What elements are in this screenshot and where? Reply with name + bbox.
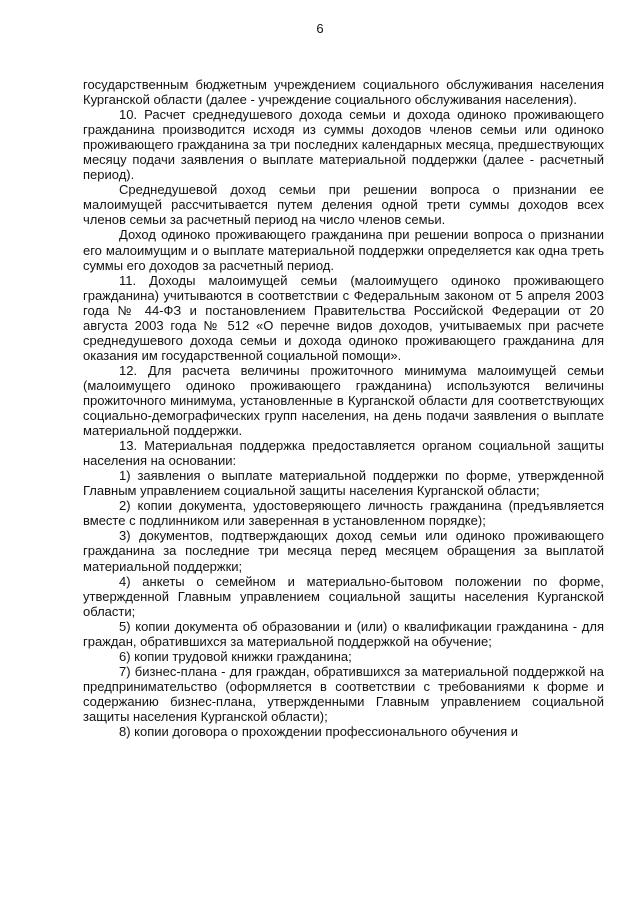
list-item-1: 1) заявления о выплате материальной поддержки по форме, утвержденной Главным управлением социальной защиты населения Курганской области; — [83, 468, 604, 499]
list-item-4: 4) анкеты о семейном и материально-бытовом положении по форме, утвержденной Главным управлением социальной защиты населения Курганской области; — [83, 573, 604, 619]
list-item-3: 3) документов, подтверждающих доход семьи или одиноко проживающего гражданина за последние три месяца перед месяцем обращения за выплатой материальной поддержки; — [83, 528, 604, 574]
paragraph-item-10: 10. Расчет среднедушевого дохода семьи и дохода одиноко проживающего гражданина производится исходя из суммы доходов членов семьи или одиноко проживающего гражданина за три последних календарных месяца, предшествующих месяцу подачи заявления о выплате материальной поддержки (далее - расчетный период). — [83, 107, 604, 183]
list-item-2: 2) копии документа, удостоверяющего личность гражданина (предъявляется вместе с подлинником или заверенная в установленном порядке); — [83, 498, 604, 529]
list-item-8: 8) копии договора о прохождении профессионального обучения и — [119, 724, 519, 740]
list-item-6: 6) копии трудовой книжки гражданина; — [119, 648, 352, 664]
paragraph-item-13: 13. Материальная поддержка предоставляется органом социальной защиты населения на основании: — [83, 438, 604, 469]
paragraph-single-citizen-income: Доход одиноко проживающего гражданина при решении вопроса о признании его малоимущим и о выплате материальной поддержки определяется как одна треть суммы его доходов за расчетный период. — [83, 227, 604, 273]
list-item-7: 7) бизнес-плана - для граждан, обратившихся за материальной поддержкой на предпринимательство (оформляется в соответствии с требованиями к форме и содержанию бизнес-плана, утвержденными Главным управлением социальной защиты населения Курганской области); — [83, 663, 604, 724]
list-item-5: 5) копии документа об образовании и (или) о квалификации гражданина - для граждан, обратившихся за материальной поддержкой на обучение; — [83, 618, 604, 649]
paragraph-item-11: 11. Доходы малоимущей семьи (малоимущего одиноко проживающего гражданина) учитываются в соответствии с Федеральным законом от 5 апреля 2003 года № 44-ФЗ и постановлением Правительства Российской Федерации от 20 августа 2003 года № 512 «О перечне видов доходов, учитываемых при расчете среднедушевого дохода семьи и дохода одиноко проживающего гражданина для оказания им государственной социальной помощи». — [83, 272, 604, 363]
paragraph-continuation: государственным бюджетным учреждением социального обслуживания населения Курганской области (далее - учреждение социального обслуживания населения). — [83, 77, 604, 108]
page-number: 6 — [316, 21, 324, 36]
paragraph-item-12: 12. Для расчета величины прожиточного минимума малоимущей семьи (малоимущего одиноко проживающего гражданина) используются величины прожиточного минимума, установленные в Курганской области для соответствующих социально-демографических групп населения, на день подачи заявления о выплате материальной поддержки. — [83, 362, 604, 439]
document-body — [83, 77, 604, 739]
paragraph-per-capita-income: Среднедушевой доход семьи при решении вопроса о признании ее малоимущей рассчитывается путем деления одной трети суммы доходов всех членов семьи за расчетный период на число членов семьи. — [83, 182, 604, 228]
